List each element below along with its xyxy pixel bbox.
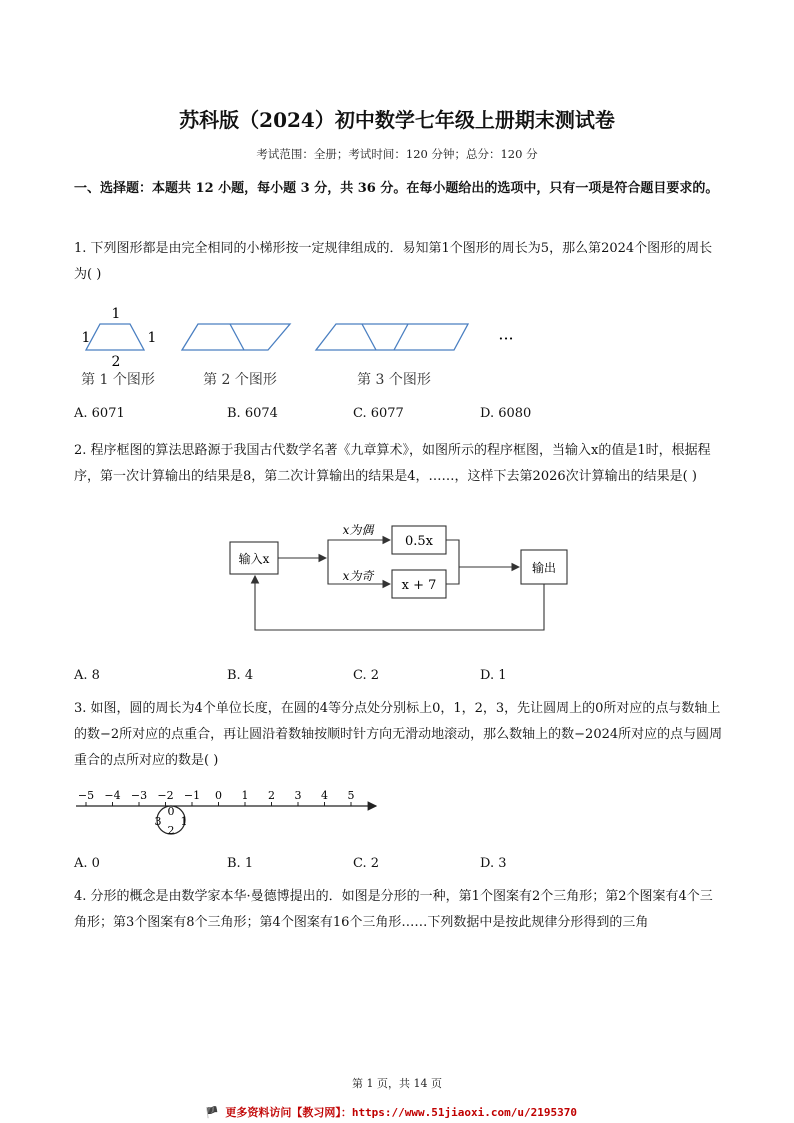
flowchart-figure <box>225 520 585 640</box>
continuation-dots: ··· <box>498 329 514 348</box>
tick-label: −1 <box>183 789 201 802</box>
q3-option-d: D. 3 <box>480 856 507 871</box>
page-footer: 第 1 页，共 14 页 <box>352 1077 442 1090</box>
circle-label-3: 3 <box>154 815 162 828</box>
question-3: 3. 如图，圆的周长为4个单位长度，在圆的4等分点处分别标上0，1，2，3，先让圆周上的0所对应的点与数轴上的数−2所对应的点重合，再让圆沿着数轴按顺时针方向无滑动地滚动，那么数轴上的数−2024所对应的点与圆周重合的点所对应的数是( ) <box>74 701 723 768</box>
question-1: 1. 下列图形都是由完全相同的小梯形按一定规律组成的．易知第1个图形的周长为5，那么第2024个图形的周长为( ) <box>74 241 713 282</box>
tick-label: 3 <box>294 789 302 802</box>
q2-option-a: A. 8 <box>74 668 100 683</box>
section-heading: 一、选择题：本题共 12 小题，每小题 3 分，共 36 分。在每小题给出的选项中，只有一项是符合题目要求的。 <box>74 181 719 196</box>
tick-label: 5 <box>347 789 355 802</box>
number-line-figure <box>72 788 392 848</box>
half-box: 0.5x <box>404 534 434 549</box>
circle-label-0: 0 <box>167 805 175 818</box>
q2-option-d: D. 1 <box>480 668 507 683</box>
label-top: 1 <box>111 306 121 322</box>
q1-option-d: D. 6080 <box>480 406 532 421</box>
q1-option-c: C. 6077 <box>353 406 404 421</box>
page-title: 苏科版（2024）初中数学七年级上册期末测试卷 <box>179 108 615 132</box>
question-2: 2. 程序框图的算法思路源于我国古代数学名著《九章算术》，如图所示的程序框图，当输入x的值是1时，根据程序，第一次计算输出的结果是8，第二次计算输出的结果是4，……，这样下去第2026次计算输出的结果是( ) <box>74 443 711 484</box>
tick-label: 1 <box>241 789 249 802</box>
caption-2: 第 2 个图形 <box>203 372 277 388</box>
caption-3: 第 3 个图形 <box>357 372 431 388</box>
tick-label: 2 <box>268 789 275 802</box>
tick-label: 0 <box>215 789 222 802</box>
tick-label: −3 <box>130 789 148 802</box>
circle-label-2: 2 <box>167 824 175 837</box>
label-right: 1 <box>147 330 157 346</box>
even-branch-label: x为偶 <box>342 523 374 537</box>
circle-label-1: 1 <box>180 815 188 828</box>
flow-output-box: 输出 <box>531 561 557 575</box>
q1-option-a: A. 6071 <box>74 406 125 421</box>
q3-option-c: C. 2 <box>353 856 380 871</box>
caption-1: 第 1 个图形 <box>81 372 155 388</box>
trapezoid-figure <box>72 304 532 394</box>
q1-option-b: B. 6074 <box>227 406 278 421</box>
tick-label: −5 <box>77 789 95 802</box>
odd-branch-label: x为奇 <box>342 569 374 583</box>
q3-option-b: B. 1 <box>227 856 254 871</box>
tick-label: 4 <box>321 789 328 802</box>
tick-label: −2 <box>157 789 174 802</box>
label-bottom: 2 <box>111 354 121 370</box>
flow-input-box: 输入x <box>238 552 270 566</box>
label-left: 1 <box>81 330 91 346</box>
q2-option-c: C. 2 <box>353 668 380 683</box>
question-4: 4. 分形的概念是由数学家本华·曼德博提出的．如图是分形的一种，第1个图案有2个三角形；第2个图案有4个三角形；第3个图案有8个三角形；第4个图案有16个三角形……下列数据中是按此规律分形得到的三角 <box>74 889 713 930</box>
q3-option-a: A. 0 <box>74 856 100 871</box>
q2-option-b: B. 4 <box>227 668 254 683</box>
tick-label: −4 <box>104 789 121 802</box>
add-seven-box: x + 7 <box>401 578 437 593</box>
exam-info: 考试范围：全册；考试时间：120 分钟；总分：120 分 <box>256 147 538 161</box>
promo-link[interactable]: 🏴 更多资料访问【教习网】：https://www.51jiaoxi.com/u/2195370 <box>205 1106 577 1119</box>
